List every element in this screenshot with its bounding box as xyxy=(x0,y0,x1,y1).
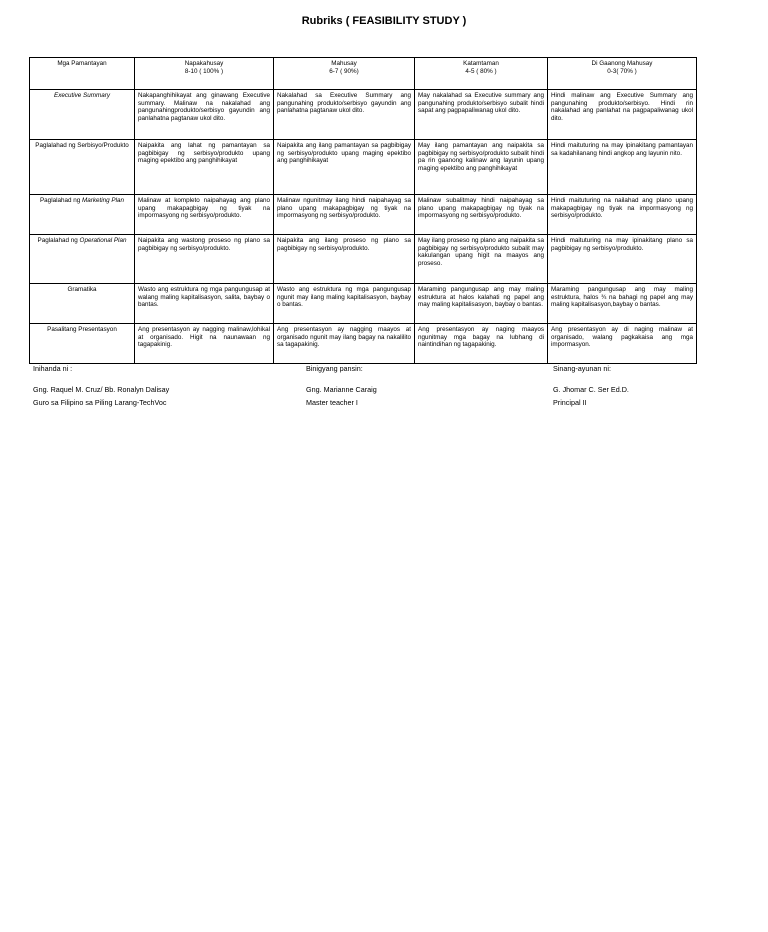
descriptor-cell: Hindi maituturing na nailahad ang plano upang makapagbigay ng tiyak na impormasyong ng serbisyo/produkto. xyxy=(548,195,697,235)
header-level-2 xyxy=(274,58,415,90)
table-row xyxy=(30,140,697,195)
descriptor-cell: Ang presentasyon ay naging maayos ngunitmay mga bagay na lubhang di naintindihan ng tagapakinig. xyxy=(415,324,548,364)
criterion-cell: Paglalahad ng Serbisyo/Produkto xyxy=(30,140,135,195)
header-label: Napakahusay xyxy=(184,60,224,67)
header-level-1 xyxy=(135,58,274,90)
descriptor-cell: Wasto ang estruktura ng mga pangungusap ngunit may ilang maling kapitalisasyon, baybay o bantas. xyxy=(274,284,415,324)
criterion-cell: Pasalitang Presentasyon xyxy=(30,324,135,364)
table-row xyxy=(30,324,697,364)
criterion-cell: Paglalahad ng Operational Plan xyxy=(30,235,135,284)
signature-role: Principal II xyxy=(553,397,587,407)
header-level-4 xyxy=(548,58,697,90)
header-level-3 xyxy=(415,58,548,90)
signature-heading: Inihanda ni : xyxy=(33,364,73,373)
descriptor-cell: Malinaw ngunitmay ilang hindi naipahayag sa plano upang makapagbigay ng tiyak na impormasyong ng serbisyo/produkto. xyxy=(274,195,415,235)
header-score: 8-10 ( 100% ) xyxy=(184,67,224,75)
descriptor-cell: Ang presentasyon ay di naging malinaw at organisado, walang pagkakaisa ang mga impormasyon. xyxy=(548,324,697,364)
descriptor-cell: Nakalahad sa Executive Summary ang pangunahing produkto/serbisyo gayundin ang panlahatna pagtanaw ukol dito. xyxy=(274,90,415,140)
header-row xyxy=(30,58,697,90)
signature-name: Gng. Marianne Caraig xyxy=(306,385,377,395)
rubric-table xyxy=(29,57,697,364)
criterion-cell: Gramatika xyxy=(30,284,135,324)
document-title: Rubriks ( FEASIBILITY STUDY ) xyxy=(301,15,467,27)
descriptor-cell: Nakapanghihikayat ang ginawang Executive summary. Malinaw na nakalahad ang pangunahingprodukto/serbisyo gayundin ang panlahatna pagtanaw ukol dito. xyxy=(135,90,274,140)
descriptor-cell: Naipakita ang ilang pamantayan sa pagbibigay ng serbisyo/produkto upang maging epektibo ang panghihikayat xyxy=(274,140,415,195)
descriptor-cell: Ang presentasyon ay nagging maayos at organisado ngunit may ilang bagay na nakalilito sa tagapakinig. xyxy=(274,324,415,364)
table-row xyxy=(30,284,697,324)
descriptor-cell: May nakalahad sa Executive summary ang pangunahing produkto/serbisyo subalit hindi sapat ang pagpapaliwanag ukol dito. xyxy=(415,90,548,140)
header-label: Di Gaanong Mahusay xyxy=(591,60,653,67)
descriptor-cell: Hindi maituturing na may ipinakitang plano sa pagbibigay ng serbisyo/produkto. xyxy=(548,235,697,284)
criterion-cell: Paglalahad ng Marketing Plan xyxy=(30,195,135,235)
signature-role: Master teacher I xyxy=(306,397,358,407)
descriptor-cell: Maraming pangungusap ang may maling estruktura at halos kalahati ng papel ang may maling kapitalisasyon, baybay o bantas. xyxy=(415,284,548,324)
header-label: Katamtaman xyxy=(463,60,499,67)
header-score: 4-5 ( 80% ) xyxy=(465,67,497,75)
descriptor-cell: Malinaw at kompleto naipahayag ang plano upang makapagbigay ng tiyak na impormasyong ng serbisyo/produkto. xyxy=(135,195,274,235)
signature-approved xyxy=(553,365,629,407)
signature-name: Gng. Raquel M. Cruz/ Bb. Ronalyn Dalisay xyxy=(33,385,170,395)
descriptor-cell: Naipakita ang lahat ng pamantayan sa pagbibigay ng serbisyo/produkto upang maging epektibo ang panghihikayat xyxy=(135,140,274,195)
descriptor-cell: Maraming pangungusap ang may maling estruktura, halos ¾ na bahagi ng papel ang may maling kapitalisasyon,baybay o bantas. xyxy=(548,284,697,324)
descriptor-cell: Hindi malinaw ang Executive Summary ang pangunahing produkto/serbisyo. Hindi rin nakalahad ang panlahat na pagpapaliwanag ukol dito. xyxy=(548,90,697,140)
header-score: 6-7 ( 90%) xyxy=(329,67,359,75)
signature-noted xyxy=(306,365,377,407)
signature-heading: Binigyang pansin: xyxy=(306,364,363,373)
descriptor-cell: Naipakita ang ilang proseso ng plano sa pagbibigay ng serbisyo/produkto. xyxy=(274,235,415,284)
table-row xyxy=(30,235,697,284)
descriptor-cell: Naipakita ang wastong proseso ng plano sa pagbibigay ng serbisyo/produkto. xyxy=(135,235,274,284)
header-score: 0-3( 70% ) xyxy=(607,67,637,75)
table-row xyxy=(30,90,697,140)
descriptor-cell: May ilang proseso ng plano ang naipakita sa pagbibigay ng serbisyo/produkto subalit may kakulangan upang higit na maayos ang proseso. xyxy=(415,235,548,284)
table-row xyxy=(30,195,697,235)
signature-name: G. Jhomar C. Ser Ed.D. xyxy=(553,385,629,395)
descriptor-cell: May ilang pamantayan ang naipakita sa pagbibigay ng serbisyo/produkto subalit hindi pa rin gaanong kalinaw ang layunin upang maging epektibo ang panghihikayat xyxy=(415,140,548,195)
signature-prepared xyxy=(33,365,169,407)
signature-heading: Sinang-ayunan ni: xyxy=(553,364,611,373)
criterion-cell: Executive Summary xyxy=(30,90,135,140)
signature-role: Guro sa Filipino sa Piling Larang-TechVoc xyxy=(33,397,167,407)
descriptor-cell: Ang presentasyon ay nagging malinaw,lohikal at organisado. Higit na naunawaan ng tagapakinig. xyxy=(135,324,274,364)
header-label: Mga Pamantayan xyxy=(57,60,107,67)
header-label: Mahusay xyxy=(331,60,357,67)
header-criteria xyxy=(30,58,135,90)
descriptor-cell: Wasto ang estruktura ng mga pangungusap at walang maling kapitalisasyon, salita, baybay o bantas. xyxy=(135,284,274,324)
descriptor-cell: Hindi maituturing na may ipinakitang pamantayan sa kadahilanang hindi angkop ang layunin nito. xyxy=(548,140,697,195)
descriptor-cell: Malinaw subalitmay hindi naipahayag sa plano upang makapagbigay ng tiyak na impormasyong ng serbisyo/produkto. xyxy=(415,195,548,235)
